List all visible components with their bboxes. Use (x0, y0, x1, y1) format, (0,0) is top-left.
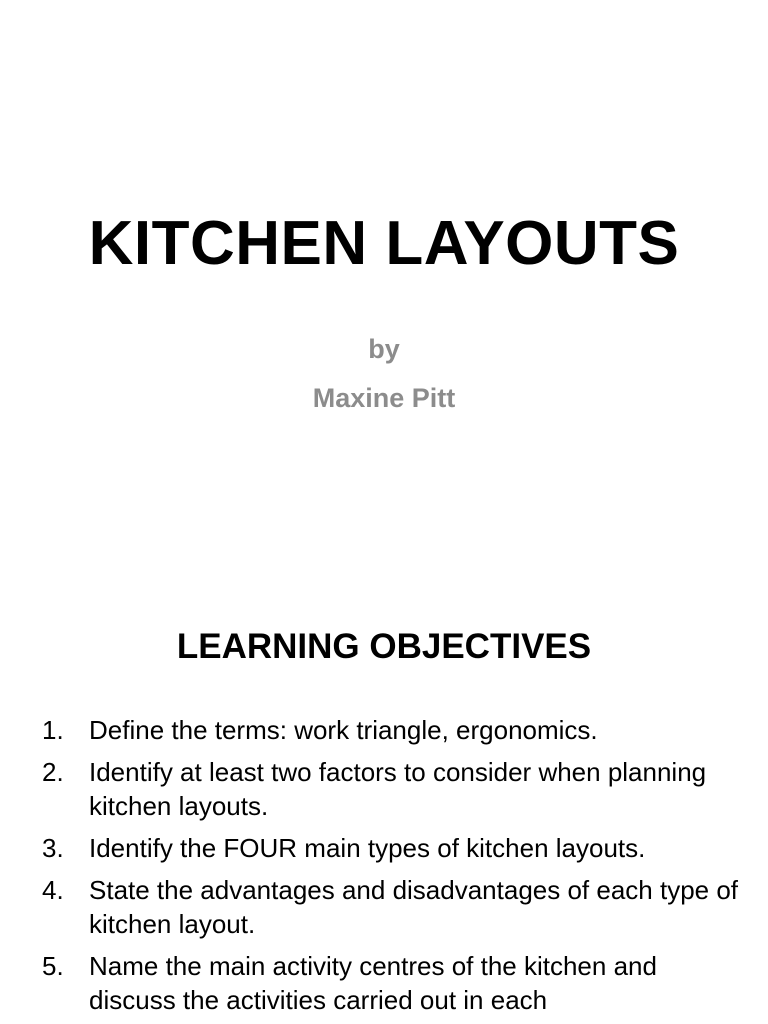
objective-text: Name the main activity centres of the kitchen and discuss the activities carried out in each (89, 951, 657, 1015)
objective-number: 2. (42, 757, 64, 787)
objective-text: Define the terms: work triangle, ergonomics. (89, 715, 598, 745)
presentation-title: KITCHEN LAYOUTS (88, 209, 680, 278)
objective-number: 4. (42, 875, 64, 905)
objective-item (42, 755, 742, 823)
objective-item (42, 831, 742, 865)
objective-number: 5. (42, 951, 64, 981)
objective-text: State the advantages and disadvantages of each type of kitchen layout. (89, 875, 739, 939)
objective-item (42, 713, 742, 747)
author-name: Maxine Pitt (312, 383, 456, 413)
objectives-slide (0, 576, 768, 1024)
objective-item (42, 949, 742, 1017)
objective-text: Identify at least two factors to consider when planning kitchen layouts. (89, 757, 707, 821)
objective-number: 3. (42, 833, 64, 863)
objective-item (42, 873, 742, 941)
byline-by: by (368, 334, 400, 364)
objective-text: Identify the FOUR main types of kitchen layouts. (89, 833, 646, 863)
objective-number: 1. (42, 715, 64, 745)
objectives-heading: LEARNING OBJECTIVES (176, 627, 592, 666)
objectives-list (42, 713, 742, 1024)
